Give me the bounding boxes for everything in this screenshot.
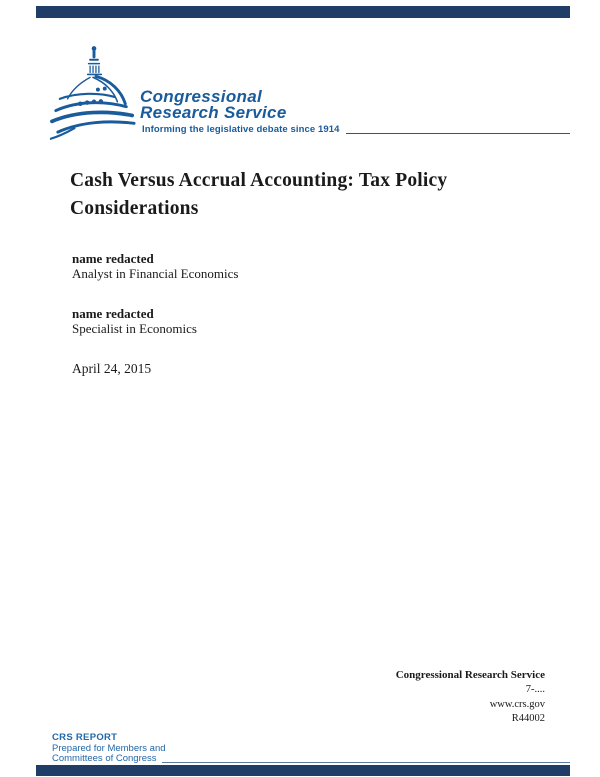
publisher-info-block [396, 668, 545, 727]
author-block [72, 251, 238, 376]
report-date: April 24, 2015 [72, 361, 152, 376]
prepared-for-line1: Prepared for Members and [52, 742, 166, 754]
capitol-dome-icon [50, 44, 138, 142]
logo-org-line1: Congressional [140, 87, 262, 106]
report-title: Cash Versus Accrual Accounting: Tax Policy Considerations [70, 170, 448, 219]
crs-report-footer-block [52, 733, 570, 765]
author-role: Specialist in Economics [72, 321, 197, 336]
footer-rule [162, 762, 570, 763]
logo-tagline: Informing the legislative debate since 1914 [142, 124, 340, 135]
tagline-rule [346, 133, 570, 134]
prepared-for-line2: Committees of Congress [52, 753, 157, 764]
bottom-accent-bar [36, 765, 570, 776]
author-entry [72, 251, 238, 281]
crs-logo [50, 42, 570, 142]
publisher-name: Congressional Research Service [395, 669, 545, 681]
crs-report-label: CRS REPORT [52, 732, 118, 743]
top-accent-bar [36, 6, 570, 18]
author-role: Analyst in Financial Economics [72, 266, 239, 281]
author-name: name redacted [72, 251, 154, 266]
author-name: name redacted [72, 306, 154, 321]
author-entry [72, 306, 238, 336]
publisher-website: www.crs.gov [489, 698, 545, 710]
publisher-phone: 7-.... [525, 684, 545, 695]
report-number: R44002 [511, 713, 545, 724]
logo-org-line2: Research Service [140, 102, 287, 122]
